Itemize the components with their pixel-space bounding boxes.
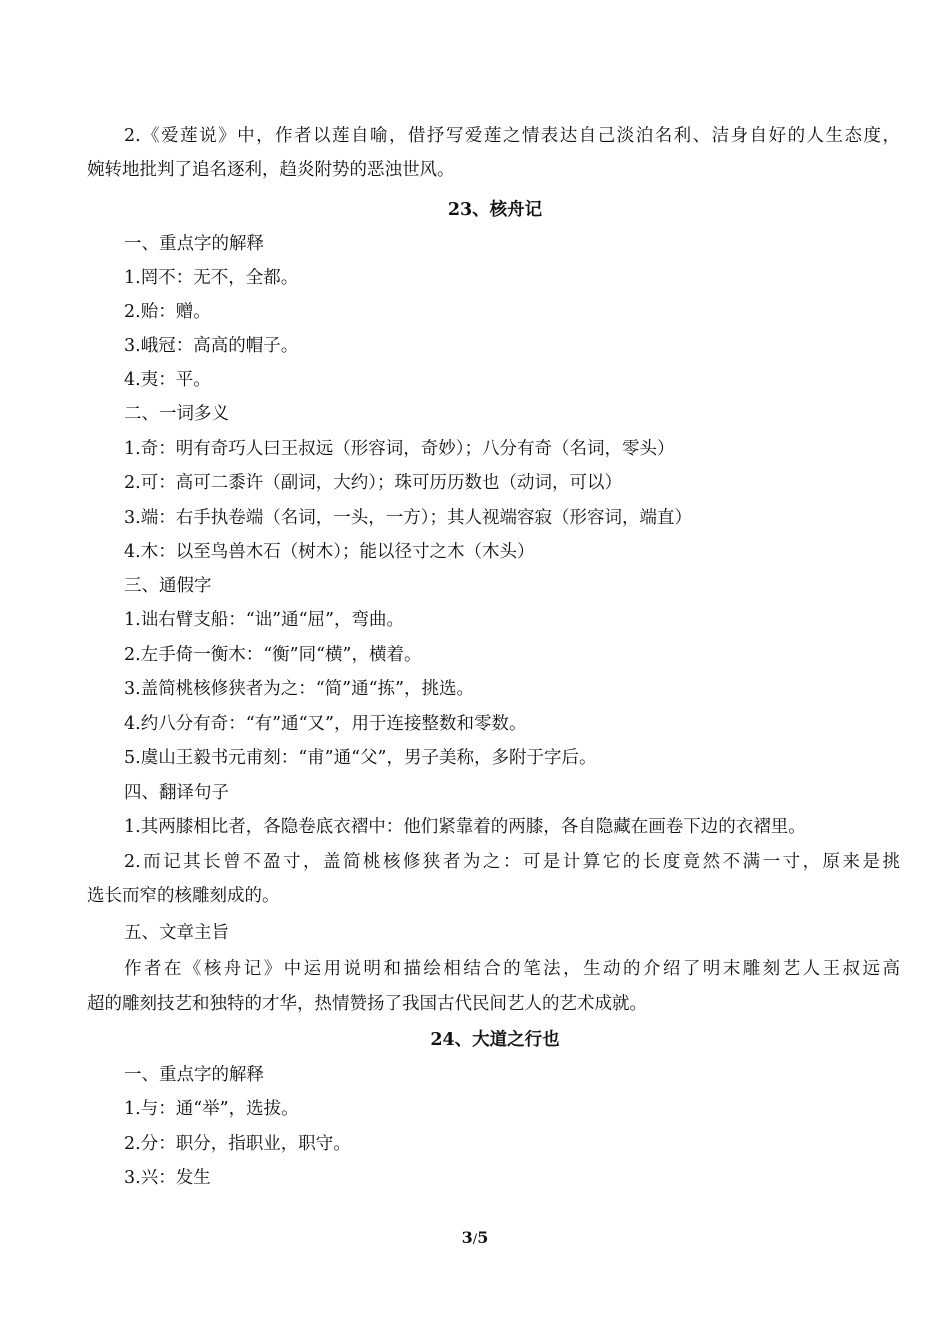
list-item: 2.贻：赠。 (124, 302, 211, 322)
subsection-heading: 三、通假字 (124, 576, 212, 596)
paragraph-line: 选长而窄的核雕刻成的。 (87, 886, 280, 906)
list-item: 2.可：高可二黍许（副词，大约）；珠可历历数也（动词，可以） (124, 473, 622, 493)
list-item: 1.奇：明有奇巧人曰王叔远（形容词，奇妙）；八分有奇（名词，零头） (124, 439, 675, 459)
list-item: 4.夷：平。 (124, 370, 211, 390)
section-title: 24、大道之行也 (430, 1030, 560, 1050)
list-item: 1.诎右臂支船：“诎”通“屈”，弯曲。 (124, 610, 404, 630)
list-item: 3.端：右手执卷端（名词，一头，一方）；其人视端容寂（形容词，端直） (124, 508, 692, 528)
paragraph-line: 2.《爱莲说》中，作者以莲自喻，借抒写爱莲之情表达自己淡泊名利、洁身自好的人生态度， (124, 126, 900, 146)
list-item: 1.其两膝相比者，各隐卷底衣褶中：他们紧靠着的两膝，各自隐藏在画卷下边的衣褶里。 (124, 817, 806, 837)
subsection-heading: 四、翻译句子 (124, 783, 229, 803)
page-number (0, 1228, 950, 1247)
page-current: 3 (461, 1228, 473, 1247)
list-item: 2.分：职分，指职业，职守。 (124, 1134, 351, 1154)
list-item: 2.而记其长曾不盈寸，盖简桃核修狭者为之：可是计算它的长度竟然不满一寸，原来是挑 (124, 852, 900, 872)
page-separator: / (472, 1232, 478, 1247)
list-item: 3.峨冠：高高的帽子。 (124, 336, 299, 356)
section-title: 23、核舟记 (447, 200, 543, 220)
paragraph-line: 作者在《核舟记》中运用说明和描绘相结合的笔法，生动的介绍了明末雕刻艺人王叔远高 (124, 959, 900, 979)
list-item: 4.约八分有奇：“有”通“又”，用于连接整数和零数。 (124, 714, 527, 734)
list-item: 1.罔不：无不，全都。 (124, 268, 299, 288)
paragraph-line: 超的雕刻技艺和独特的才华，热情赞扬了我国古代民间艺人的艺术成就。 (87, 994, 647, 1014)
page-total: 5 (477, 1228, 489, 1247)
subsection-heading: 一、重点字的解释 (124, 1065, 264, 1085)
list-item: 2.左手倚一衡木：“衡”同“横”，横着。 (124, 645, 422, 665)
subsection-heading: 五、文章主旨 (124, 923, 229, 943)
list-item: 4.木：以至鸟兽木石（树木）；能以径寸之木（木头） (124, 542, 535, 562)
subsection-heading: 一、重点字的解释 (124, 234, 264, 254)
paragraph-line: 婉转地批判了追名逐利，趋炎附势的恶浊世风。 (87, 160, 455, 180)
list-item: 3.盖简桃核修狭者为之：“简”通“拣”，挑选。 (124, 679, 474, 699)
list-item: 5.虞山王毅书元甫刻：“甫”通“父”，男子美称，多附于字后。 (124, 748, 597, 768)
list-item: 1.与：通“举”，选拔。 (124, 1099, 299, 1119)
subsection-heading: 二、一词多义 (124, 404, 229, 424)
list-item: 3.兴：发生 (124, 1168, 211, 1188)
